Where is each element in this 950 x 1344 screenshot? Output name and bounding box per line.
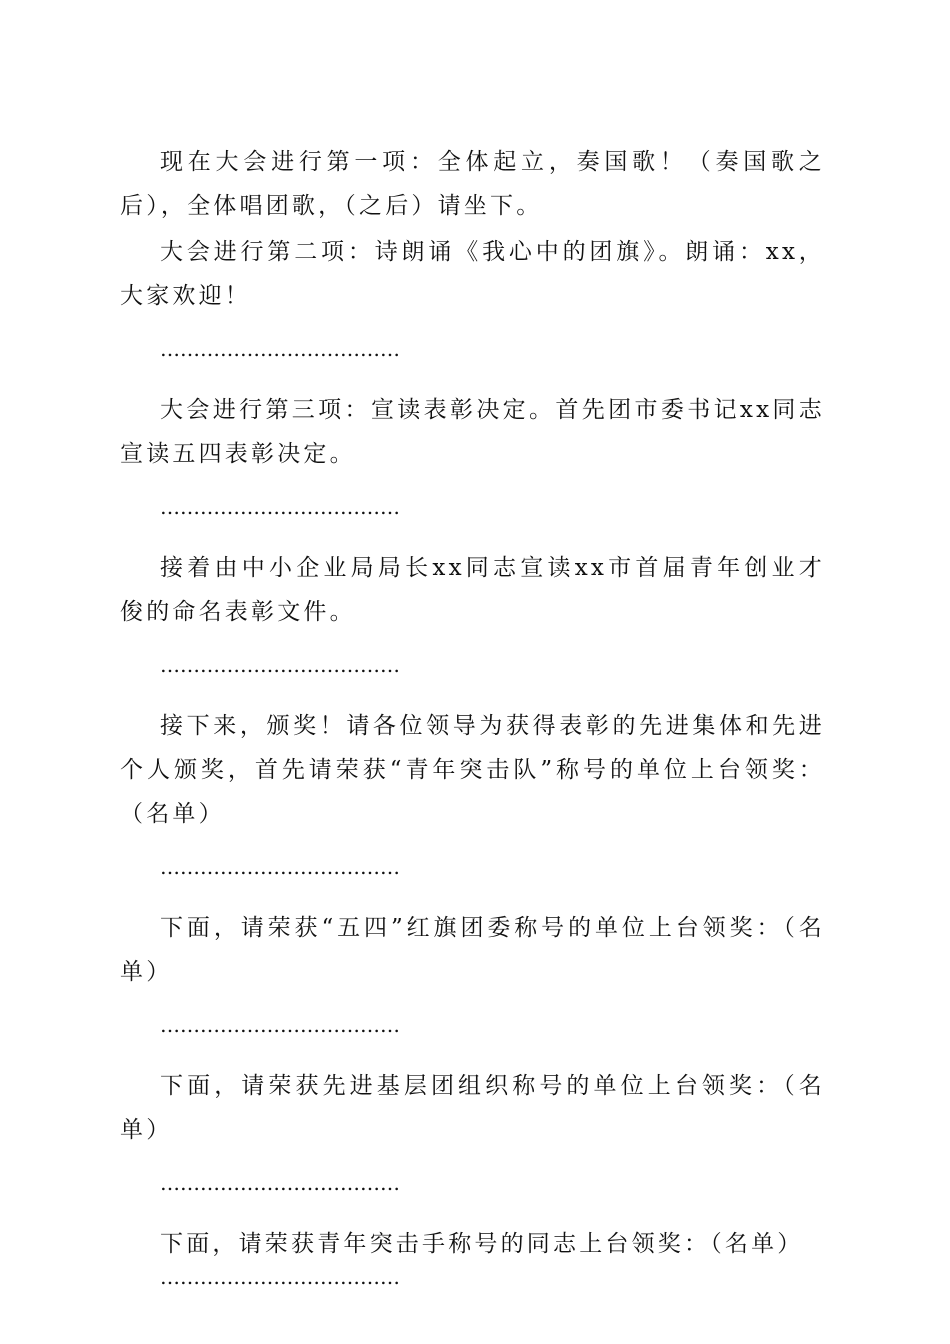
spacer [120, 878, 825, 906]
ellipsis-separator: ……………………………… [160, 855, 400, 879]
ellipsis-separator: ……………………………… [160, 1265, 400, 1289]
spacer [120, 476, 825, 496]
ellipsis-separator: ……………………………… [160, 1013, 400, 1037]
spacer [120, 994, 825, 1014]
paragraph-item-5: 接下来，颁奖！请各位领导为获得表彰的先进集体和先进个人颁奖，首先请荣获“青年突击队”称号的单位上台领奖：（名单） [120, 713, 825, 827]
ellipsis-separator: ……………………………… [160, 495, 400, 519]
spacer [120, 836, 825, 856]
spacer [120, 318, 825, 338]
spacer [120, 676, 825, 704]
spacer [120, 360, 825, 388]
spacer [120, 1036, 825, 1064]
paragraph-item-1: 现在大会进行第一项：全体起立，奏国歌！（奏国歌之后），全体唱团歌，（之后）请坐下。 [120, 149, 825, 219]
spacer [120, 1194, 825, 1222]
paragraph-item-3: 大会进行第三项：宣读表彰决定。首先团市委书记xx同志宣读五四表彰决定。 [120, 397, 825, 467]
paragraph-item-8: 下面，请荣获青年突击手称号的同志上台领奖：（名单） [160, 1231, 804, 1257]
spacer [120, 1152, 825, 1172]
paragraph-item-2: 大会进行第二项：诗朗诵《我心中的团旗》。朗诵：xx，大家欢迎！ [120, 239, 825, 309]
paragraph-item-4: 接着由中小企业局局长xx同志宣读xx市首届青年创业才俊的命名表彰文件。 [120, 555, 825, 625]
document-body [120, 140, 825, 1288]
ellipsis-separator: ……………………………… [160, 1171, 400, 1195]
paragraph-item-7: 下面，请荣获先进基层团组织称号的单位上台领奖：（名单） [120, 1073, 825, 1143]
spacer [120, 518, 825, 546]
ellipsis-separator: ……………………………… [160, 653, 400, 677]
ellipsis-separator: ……………………………… [160, 337, 400, 361]
spacer [120, 634, 825, 654]
paragraph-item-6: 下面，请荣获“五四”红旗团委称号的单位上台领奖：（名单） [120, 915, 825, 985]
